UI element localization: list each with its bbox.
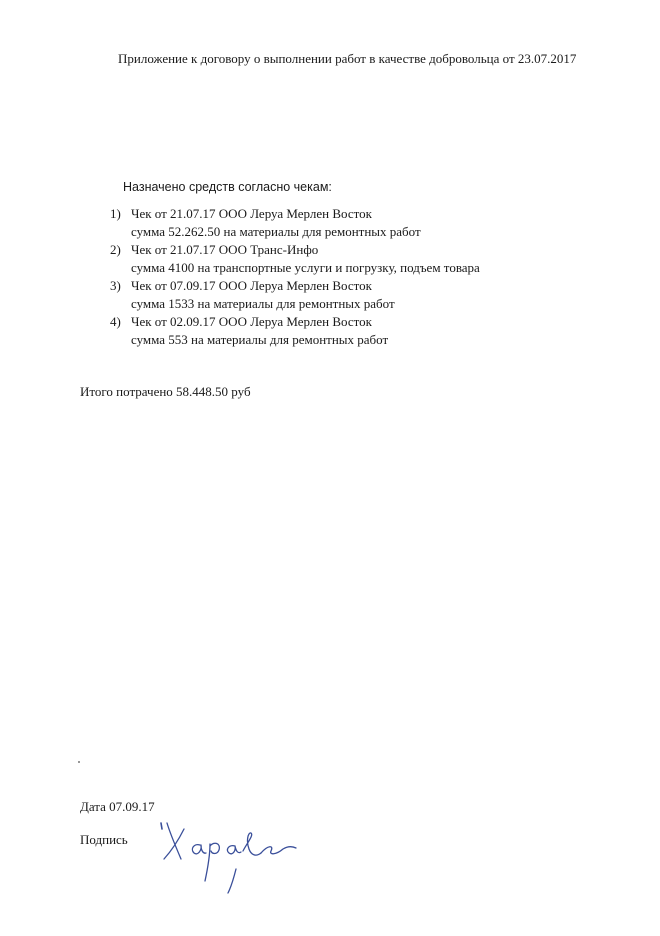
document-date: Дата 07.09.17 (80, 799, 155, 814)
intro-text: Назначено средств согласно чекам: (123, 180, 332, 194)
handwritten-signature (150, 815, 300, 895)
appendix-title: Приложение к договору о выполнении работ в качестве добровольца от 23.07.2017 (118, 51, 577, 66)
receipt-number: 1) (110, 206, 121, 221)
receipt-title: Чек от 07.09.17 ООО Леруа Мерлен Восток (131, 278, 372, 293)
receipt-amount: сумма 1533 на материалы для ремонтных работ (131, 296, 395, 311)
receipt-title: Чек от 02.09.17 ООО Леруа Мерлен Восток (131, 314, 372, 329)
receipt-number: 3) (110, 278, 121, 293)
signature-label: Подпись (80, 832, 128, 847)
receipt-title: Чек от 21.07.17 ООО Леруа Мерлен Восток (131, 206, 372, 221)
receipt-amount: сумма 553 на материалы для ремонтных работ (131, 332, 389, 347)
receipt-amount: сумма 52.262.50 на материалы для ремонтных работ (131, 224, 421, 239)
receipt-number: 4) (110, 314, 121, 329)
scan-speck (78, 761, 80, 763)
receipt-title: Чек от 21.07.17 ООО Транс-Инфо (131, 242, 319, 257)
receipt-amount: сумма 4100 на транспортные услуги и погрузку, подъем товара (131, 260, 480, 275)
receipt-number: 2) (110, 242, 121, 257)
total-spent: Итого потрачено 58.448.50 руб (80, 384, 251, 399)
